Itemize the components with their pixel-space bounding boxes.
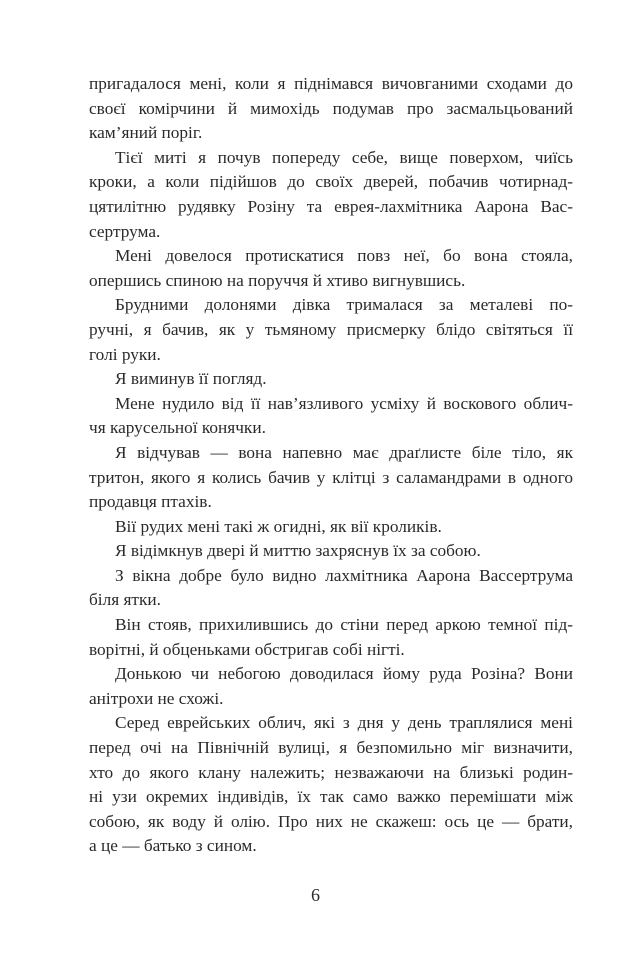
paragraph — [89, 293, 573, 367]
text-line: ворітні, й обценьками обстригав собі нігті. — [89, 639, 405, 659]
text-line: Брудними долонями дівка трималася за металеві по- — [115, 295, 573, 315]
text-line: Донькою чи небогою доводилася йому руда Розіна? Вони — [115, 664, 573, 684]
text-line: своєї комірчини й мимохідь подумав про засмальцьований — [89, 98, 573, 118]
text-line: Тієї миті я почув попереду себе, вище поверхом, чиїсь — [115, 147, 573, 167]
text-line: Я виминув її погляд. — [115, 369, 267, 389]
page-number: 6 — [311, 885, 320, 905]
paragraph — [89, 564, 573, 613]
page-text — [89, 72, 573, 859]
paragraph — [89, 146, 573, 244]
text-line: Вії рудих мені такі ж огидні, як вії кроликів. — [115, 516, 442, 536]
paragraph — [89, 613, 573, 662]
text-line: Я відімкнув двері й миттю захряснув їх за собою. — [115, 541, 481, 561]
text-line: Мені довелося протискатися повз неї, бо вона стояла, — [115, 246, 573, 266]
text-line: опершись спиною на поруччя й хтиво вигнувшись. — [89, 270, 466, 290]
text-line: ні узи окремих індивідів, їх так само важко перемішати між — [89, 787, 573, 807]
text-line: ручні, я бачив, як у тьмяному присмерку блідо світяться її — [89, 319, 573, 339]
text-line: сертрума. — [89, 221, 161, 241]
text-line: а це — батько з сином. — [89, 836, 257, 856]
text-line: цятилітню рудявку Розіну та еврея-лахмітника Аарона Вас- — [89, 196, 573, 216]
text-line: Серед еврейських облич, які з дня у день траплялися мені — [115, 713, 573, 733]
text-line: собою, як воду й олію. Про них не скажеш: ось це — брати, — [89, 811, 573, 831]
paragraph — [89, 515, 573, 540]
paragraph — [89, 244, 573, 293]
text-line: біля ятки. — [89, 590, 161, 610]
text-line: З вікна добре було видно лахмітника Аарона Вассертрума — [115, 565, 573, 585]
text-line: чя карусельної конячки. — [89, 418, 266, 438]
paragraph — [89, 662, 573, 711]
text-line: анітрохи не схожі. — [89, 688, 224, 708]
paragraph — [89, 441, 573, 515]
paragraph — [89, 539, 573, 564]
text-line: голі руки. — [89, 344, 161, 364]
text-line: Він стояв, прихилившись до стіни перед аркою темної під- — [115, 615, 573, 635]
text-line: тритон, якого я колись бачив у клітці з саламандрами в одного — [89, 467, 573, 487]
text-line: пригадалося мені, коли я піднімався вичовганими сходами до — [89, 74, 573, 93]
text-line: хто до якого клану належить; незважаючи на близькі родин- — [89, 762, 573, 782]
paragraph — [89, 392, 573, 441]
text-line: продавця птахів. — [89, 492, 212, 512]
text-line: кроки, а коли підійшов до своїх дверей, побачив чотирнад- — [89, 172, 573, 192]
paragraph — [89, 72, 573, 146]
text-line: кам’яний поріг. — [89, 123, 203, 143]
paragraph — [89, 711, 573, 859]
text-line: Я відчував — вона напевно має драґлисте біле тіло, як — [115, 442, 573, 462]
text-line: Мене нудило від її нав’язливого усміху й воскового облич- — [115, 393, 573, 413]
text-line: перед очі на Північній вулиці, я безпомильно міг визначити, — [89, 738, 573, 758]
paragraph — [89, 367, 573, 392]
